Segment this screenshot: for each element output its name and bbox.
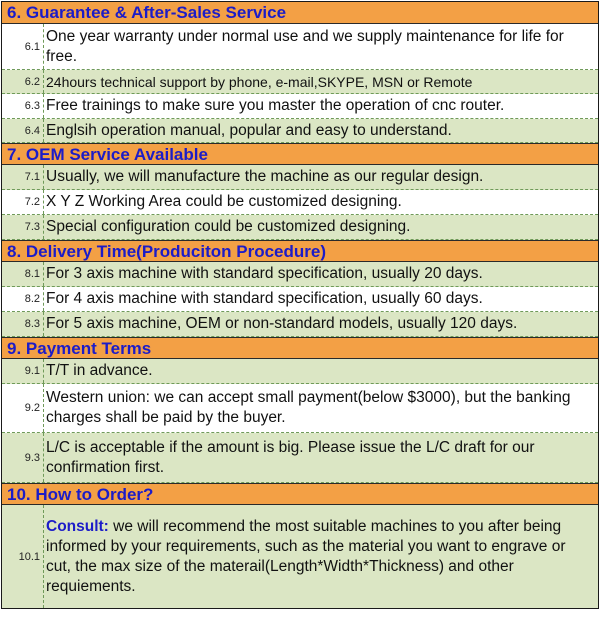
section-header-payment <box>2 337 598 359</box>
table-row <box>2 359 598 384</box>
item-text <box>46 517 594 597</box>
item-number: 9.1 <box>2 359 44 383</box>
table-row <box>2 70 598 94</box>
table-row <box>2 384 598 433</box>
item-number: 6.4 <box>2 119 44 142</box>
section-header-delivery <box>2 240 598 262</box>
table-row <box>2 262 598 287</box>
item-number: 8.2 <box>2 287 44 311</box>
item-text: Englsih operation manual, popular and easy to understand. <box>46 121 452 139</box>
item-text: Western union: we can accept small payment(below $3000), but the banking charges shall be paid by the buyer. <box>46 389 571 426</box>
table-row <box>2 24 598 70</box>
item-number: 7.2 <box>2 190 44 214</box>
consult-text: we will recommend the most suitable machines to you after being informed by your requirements, such as the material you want to engrave or cut, the max size of the materail(Length*Width*Thickness) and other requiements. <box>46 517 566 595</box>
section-title: 9. Payment Terms <box>7 339 152 358</box>
item-text: For 4 axis machine with standard specification, usually 60 days. <box>46 290 483 307</box>
item-number: 9.3 <box>2 433 44 482</box>
consult-label: Consult: <box>46 517 109 535</box>
item-text: For 5 axis machine, OEM or non-standard models, usually 120 days. <box>46 315 518 332</box>
table-row <box>2 287 598 312</box>
item-text: Free trainings to make sure you master the operation of cnc router. <box>46 97 505 114</box>
section-title: 7. OEM Service Available <box>7 145 208 164</box>
item-number: 6.2 <box>2 70 44 93</box>
item-text: 24hours technical support by phone, e-mail,SKYPE, MSN or Remote <box>46 73 473 90</box>
item-text: One year warranty under normal use and we supply maintenance for life for free. <box>46 27 564 65</box>
table-row <box>2 433 598 483</box>
section-header-how-to-order <box>2 483 598 505</box>
item-number: 7.3 <box>2 215 44 239</box>
section-title: 10. How to Order? <box>7 485 154 504</box>
section-header-oem <box>2 143 598 165</box>
section-header-guarantee <box>2 2 598 24</box>
table-row <box>2 312 598 337</box>
item-text: Usually, we will manufacture the machine as our regular design. <box>46 168 484 185</box>
item-number: 9.2 <box>2 384 44 432</box>
table-row <box>2 165 598 190</box>
table-row <box>2 505 598 608</box>
table-row <box>2 215 598 240</box>
item-text: Special configuration could be customized designing. <box>46 218 411 235</box>
service-info-table <box>1 1 599 609</box>
section-title: 8. Delivery Time(Produciton Procedure) <box>7 242 326 261</box>
item-text: L/C is acceptable if the amount is big. Please issue the L/C draft for our confirmation first. <box>46 438 535 476</box>
item-number: 7.1 <box>2 165 44 189</box>
item-number: 8.3 <box>2 312 44 336</box>
item-text: For 3 axis machine with standard specification, usually 20 days. <box>46 265 483 282</box>
table-row <box>2 94 598 119</box>
item-text: T/T in advance. <box>46 362 153 379</box>
section-title: 6. Guarantee & After-Sales Service <box>7 3 287 22</box>
item-number: 8.1 <box>2 262 44 286</box>
item-number: 6.3 <box>2 94 44 118</box>
item-number: 6.1 <box>2 24 44 69</box>
table-row <box>2 119 598 143</box>
item-text: X Y Z Working Area could be customized designing. <box>46 193 402 210</box>
table-row <box>2 190 598 215</box>
item-number: 10.1 <box>2 505 44 608</box>
